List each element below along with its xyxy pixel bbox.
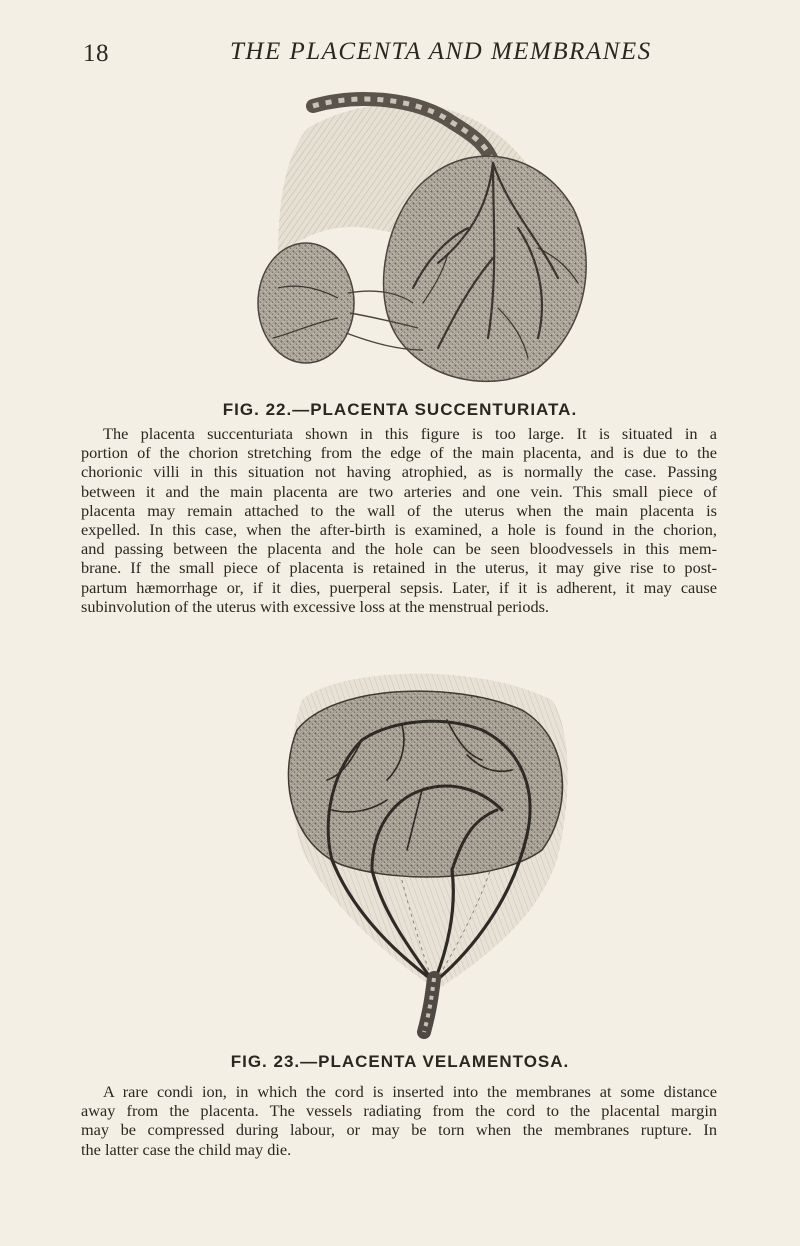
text-line: expelled. In this case, when the after-birth is examined, a hole is found in the chorion, [81,520,717,540]
page-number: 18 [83,40,109,67]
text-line: and passing between the placenta and the hole can be seen bloodvessels in this mem- [81,539,717,559]
text-line: between it and the main placenta are two arteries and one vein. This small piece of [81,481,717,501]
running-title: THE PLACENTA AND MEMBRANES [230,38,652,65]
figure-23-caption: FIG. 23.—PLACENTA VELAMENTOSA. [230,1052,570,1071]
text-line: A rare condi ion, in which the cord is inserted into the membranes at some distance [103,1082,717,1101]
text-line: portion of the chorion stretching from the edge of the main placenta, and is due to the [81,443,717,463]
paragraph-velamentosa [81,1082,717,1159]
paragraph-succenturiata [81,424,717,616]
text-line: may be compressed during labour, or may be torn when the membranes rupture. In [81,1120,717,1140]
text-line: subinvolution of the uterus with excessive loss at the menstrual periods. [81,596,550,616]
text-line: partum hæmorrhage or, if it dies, puerperal sepsis. Later, if it is adherent, it may cause [81,577,717,597]
text-line: away from the placenta. The vessels radiating from the cord to the placental margin [81,1101,717,1121]
text-line: brane. If the small piece of placenta is retained in the uterus, it may give rise to post- [81,558,717,578]
figure-22-caption: FIG. 22.—PLACENTA SUCCENTURIATA. [222,400,578,419]
text-line: placenta may remain attached to the wall of the uterus when the main placenta is [81,500,717,520]
text-line: chorionic villi in this situation not having atrophied, as is normally the case. Passing [81,462,717,482]
placenta-velamentosa-illustration [272,660,592,1040]
text-line: the latter case the child may die. [81,1139,292,1159]
text-line: The placenta succenturiata shown in this figure is too large. It is situated in a [103,424,717,443]
placenta-succenturiata-illustration [238,88,608,393]
